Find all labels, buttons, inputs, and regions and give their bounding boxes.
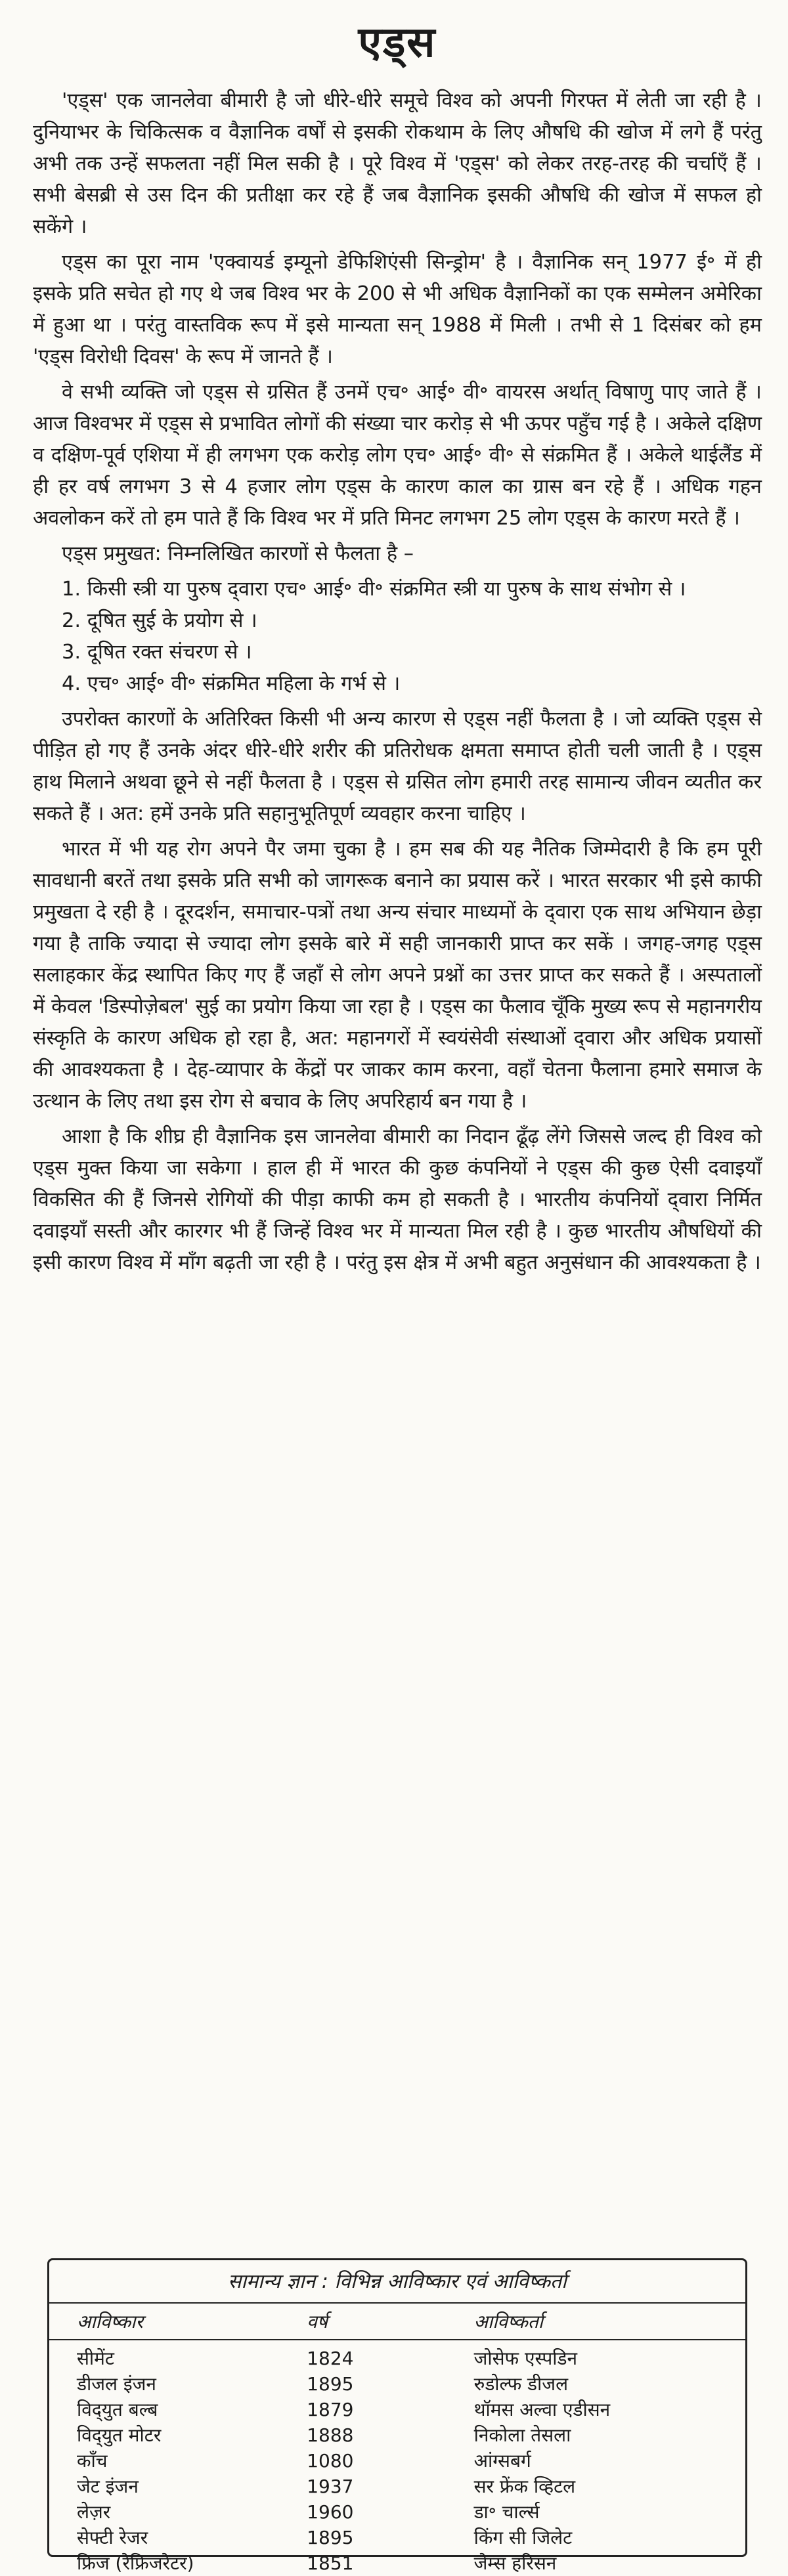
year-cell: 1080	[307, 2450, 354, 2472]
inventor-cell: जोसेफ एस्पडिन	[473, 2348, 578, 2369]
paragraph: वे सभी व्यक्ति जो एड्स से ग्रसित हैं उनमें एच॰ आई॰ वी॰ वायरस अर्थात् विषाणु पाए जाते हैं । आज विश्वभर में एड्स से प्रभावित लोगों की संख्या चार करोड़ से भी ऊपर पहुँच गई है । अकेले दक्षिण व दक्षिण-पूर्व एशिया में ही लगभग एक करोड़ लोग एच॰ आई॰ वी॰ से संक्रमित हैं । अकेले थाईलैंड में ही हर वर्ष लगभग 3 से 4 हजार लोग एड्स के कारण काल का ग्रास बन रहे हैं । अधिक गहन अवलोकन करें तो हम पाते हैं कि विश्व भर में प्रति मिनट लगभग 25 लोग एड्स के कारण मरते हैं ।	[33, 381, 762, 530]
invention-cell: जेट इंजन	[77, 2476, 139, 2497]
list-item: 2. दूषित सुई के प्रयोग से ।	[62, 609, 257, 632]
year-cell: 1960	[307, 2501, 354, 2523]
table-row	[49, 2448, 745, 2474]
inventions-table	[49, 2304, 745, 2576]
document-page	[33, 13, 762, 2574]
invention-cell: डीजल इंजन	[77, 2373, 156, 2395]
general-knowledge-box	[47, 2258, 747, 2574]
table-row	[49, 2422, 745, 2448]
invention-cell: लेज़र	[77, 2501, 111, 2523]
list-item: 1. किसी स्त्री या पुरुष द्‌वारा एच॰ आई॰ वी॰ संक्रमित स्त्री या पुरुष के साथ संभोग से ।	[62, 578, 686, 601]
invention-cell: सेफ्टी रेजर	[77, 2527, 148, 2548]
essay-title: एड्स	[358, 18, 437, 67]
inventor-cell: निकोला तेसला	[473, 2424, 571, 2446]
table-row	[49, 2525, 745, 2550]
year-cell: 1937	[307, 2476, 354, 2497]
paragraph: आशा है कि शीघ्र ही वैज्ञानिक इस जानलेवा बीमारी का निदान ढूँढ़ लेंगे जिससे जल्द ही विश्व को एड्स मुक्त किया जा सकेगा । हाल ही में भारत की कुछ कंपनियों ने एड्स की कुछ ऐसी दवाइयाँ विकसित की हैं जिनसे रोगियों की पीड़ा काफी कम हो सकती है । भारतीय कंपनियों द्‌वारा निर्मित दवाइयाँ सस्ती और कारगर भी हैं जिन्हें विश्व भर में मान्यता मिल रही है । कुछ भारतीय औषधियों की इसी कारण विश्व में माँग बढ़ती जा रही है । परंतु इस क्षेत्र में अभी बहुत अनुसंधान की आवश्यकता है ।	[33, 1125, 762, 1274]
invention-cell: फ्रिज (रेफ्रिजरेटर)	[77, 2552, 194, 2574]
paragraph: एड्स का पूरा नाम 'एक्वायर्ड इम्यूनो डेफिशिएंसी सिन्ड्रोम' है । वैज्ञानिक सन् 1977 ई॰ में ही इसके प्रति सचेत हो गए थे जब विश्व भर के 200 से भी अधिक वैज्ञानिकों का एक सम्मेलन अमेरिका में हुआ था । परंतु वास्तविक रूप में इसे मान्यता सन् 1988 में मिली । तभी से 1 दिसंबर को हम 'एड्स विरोधी दिवस' के रूप में जानते हैं ।	[33, 251, 762, 368]
inventor-cell: आंग्सबर्ग	[473, 2450, 531, 2472]
year-cell: 1879	[307, 2399, 354, 2420]
inventor-cell: जेम्स हरिसन	[473, 2552, 557, 2574]
inventor-cell: रुडोल्फ डीजल	[473, 2373, 569, 2395]
column-header-inventor: आविष्कर्ता	[474, 2304, 745, 2340]
table-header-row	[49, 2304, 745, 2340]
table-row	[49, 2499, 745, 2525]
year-cell: 1895	[307, 2527, 354, 2548]
inventor-cell: किंग सी जिलेट	[473, 2527, 573, 2548]
year-cell: 1888	[307, 2424, 354, 2446]
gk-box-title: सामान्य ज्ञान : विभिन्न आविष्कार एवं आविष्कर्ता	[49, 2267, 745, 2304]
inventor-cell: थॉमस अल्वा एडीसन	[473, 2399, 611, 2420]
year-cell: 1824	[307, 2348, 354, 2369]
invention-cell: काँच	[77, 2450, 108, 2472]
invention-cell: विद्‌युत मोटर	[77, 2424, 162, 2446]
column-header-invention: आविष्कार	[49, 2304, 307, 2340]
year-cell: 1895	[307, 2373, 354, 2395]
invention-cell: विद्‌युत बल्ब	[77, 2399, 158, 2420]
paragraph: 'एड्स' एक जानलेवा बीमारी है जो धीरे-धीरे समूचे विश्व को अपनी गिरफ्त में लेती जा रही है । दुनियाभर के चिकित्सक व वैज्ञानिक वर्षों से इसकी रोकथाम के लिए औषधि की खोज में लगे हैं परंतु अभी तक उन्हें सफलता नहीं मिल सकी है । पूरे विश्व में 'एड्स' को लेकर तरह-तरह की चर्चाएँ हैं । सभी बेसब्री से उस दिन की प्रतीक्षा कर रहे हैं जब वैज्ञानिक इसकी औषधि की खोज में सफल हो सकेंगे ।	[33, 89, 762, 238]
list-item: 3. दूषित रक्त संचरण से ।	[62, 641, 252, 664]
list-item: 4. एच॰ आई॰ वी॰ संक्रमित महिला के गर्भ से ।	[62, 672, 401, 695]
table-row	[49, 2474, 745, 2499]
table-row	[49, 2550, 745, 2576]
column-header-year: वर्ष	[307, 2304, 473, 2340]
essay-body	[33, 85, 762, 1279]
inventor-cell: सर फ्रेंक व्हिटल	[473, 2476, 576, 2497]
inventor-cell: डा॰ चार्ल्स	[473, 2501, 540, 2523]
paragraph: उपरोक्त कारणों के अतिरिक्त किसी भी अन्य कारण से एड्स नहीं फैलता है । जो व्यक्ति एड्स से पीड़ित हो गए हैं उनके अंदर धीरे-धीरे शरीर की प्रतिरोधक क्षमता समाप्त होती चली जाती है । एड्स हाथ मिलाने अथवा छूने से नहीं फैलता है । एड्स से ग्रसित लोग हमारी तरह सामान्य जीवन व्यतीत कर सकते हैं । अत: हमें उनके प्रति सहानुभूतिपूर्ण व्यवहार करना चाहिए ।	[33, 708, 762, 825]
causes-list	[33, 574, 762, 700]
table-row	[49, 2371, 745, 2397]
paragraph: एड्स प्रमुखत: निम्नलिखित कारणों से फैलता है –	[62, 542, 414, 565]
year-cell: 1851	[307, 2552, 354, 2574]
invention-cell: सीमेंट	[77, 2348, 115, 2369]
table-row	[49, 2340, 745, 2371]
paragraph: भारत में भी यह रोग अपने पैर जमा चुका है । हम सब की यह नैतिक जिम्मेदारी है कि हम पूरी सावधानी बरतें तथा इसके प्रति सभी को जागरूक बनाने का प्रयास करें । भारत सरकार भी इसे काफी प्रमुखता दे रही है । दूरदर्शन, समाचार-पत्रों तथा अन्य संचार माध्यमों के द्‌वारा एक साथ अभियान छेड़ा गया है ताकि ज्यादा से ज्यादा लोग इसके बारे में सही जानकारी प्राप्त कर सकें । जगह-जगह एड्स सलाहकार केंद्र स्थापित किए गए हैं जहाँ से लोग अपने प्रश्नों का उत्तर प्राप्त कर सकते हैं । अस्पतालों में केवल 'डिस्पोज़ेबल' सुई का प्रयोग किया जा रहा है । एड्स का फैलाव चूँकि मुख्य रूप से महानगरीय संस्कृति के कारण अधिक हो रहा है, अत: महानगरों में स्वयंसेवी संस्थाओं द्‌वारा और अधिक प्रयासों की आवश्यकता है । देह-व्यापार के केंद्रों पर जाकर काम करना, वहाँ चेतना फैलाना हमारे समाज के उत्थान के लिए तथा इस रोग से बचाव के लिए अपरिहार्य बन गया है ।	[33, 838, 762, 1113]
table-row	[49, 2397, 745, 2422]
